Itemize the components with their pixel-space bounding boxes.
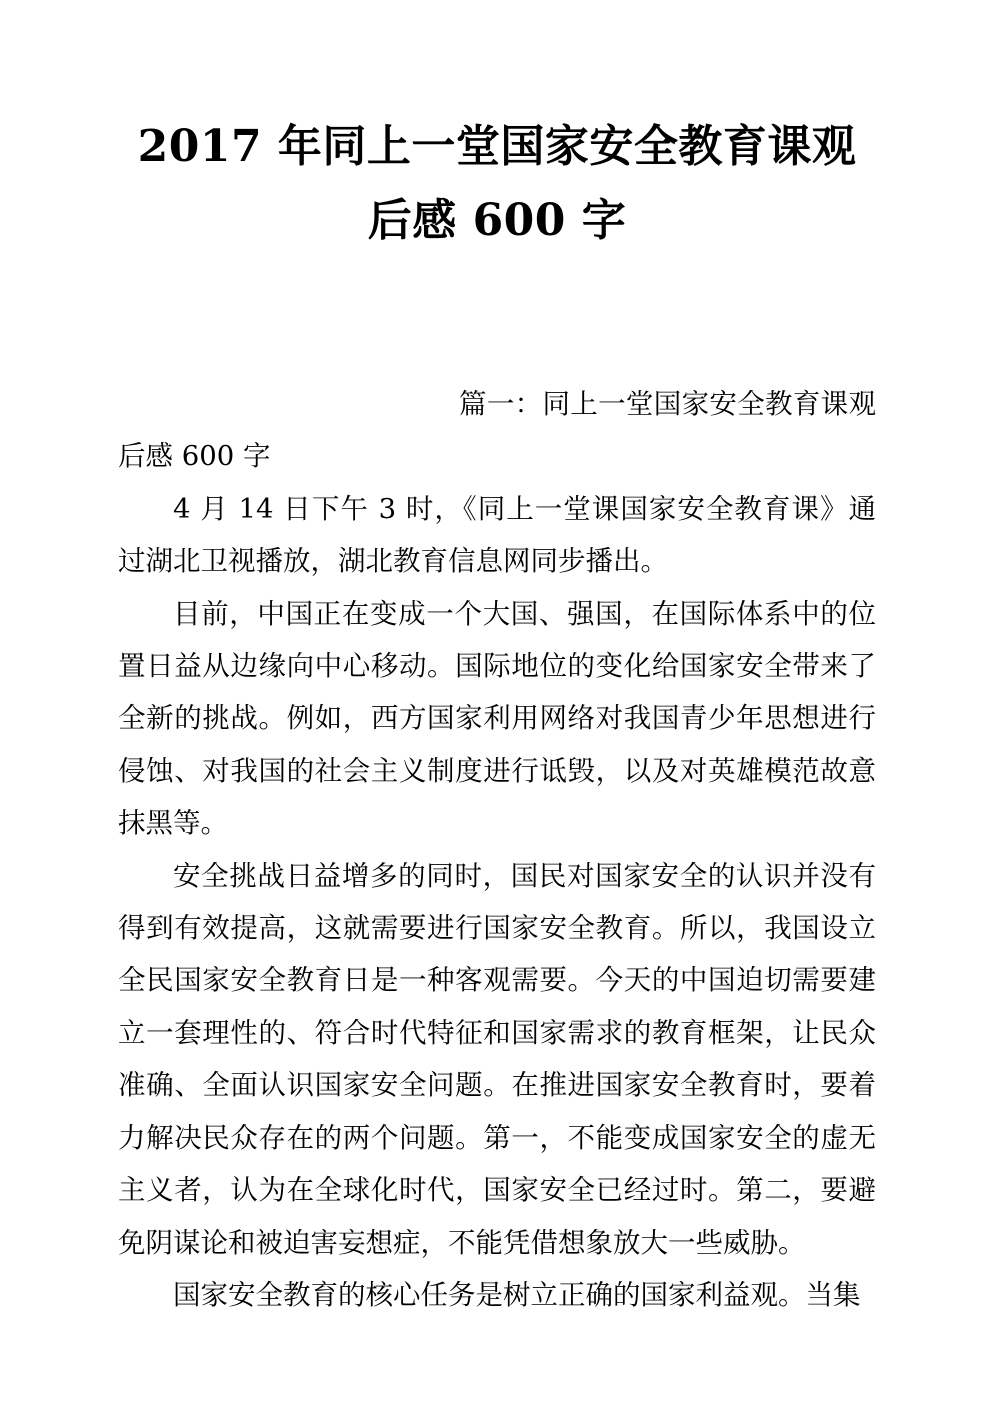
page-title: 2017 年同上一堂国家安全教育课观后感 600 字	[137, 121, 857, 246]
body-paragraph-1: 4 月 14 日下午 3 时，《同上一堂课国家安全教育课》通过湖北卫视播放，湖北教育信息网同步播出。	[118, 492, 876, 578]
body-paragraph-2: 目前，中国正在变成一个大国、强国，在国际体系中的位置日益从边缘向中心移动。国际地位的变化给国家安全带来了全新的挑战。例如，西方国家利用网络对我国青少年思想进行侵蚀、对我国的社会主义制度进行诋毁，以及对英雄模范故意抹黑等。	[118, 597, 876, 840]
body-paragraph-4: 国家安全教育的核心任务是树立正确的国家利益观。当集	[173, 1278, 861, 1311]
title-body-spacer	[118, 258, 876, 378]
document-body	[118, 0, 876, 1321]
body-paragraph-3: 安全挑战日益增多的同时，国民对国家安全的认识并没有得到有效提高，这就需要进行国家安全教育。所以，我国设立全民国家安全教育日是一种客观需要。今天的中国迫切需要建立一套理性的、符合时代特征和国家需求的教育框架，让民众准确、全面认识国家安全问题。在推进国家安全教育时，要着力解决民众存在的两个问题。第一，不能变成国家安全的虚无主义者，认为在全球化时代，国家安全已经过时。第二，要避免阴谋论和被迫害妄想症，不能凭借想象放大一些威胁。	[118, 859, 876, 1259]
section-heading: 篇一：同上一堂国家安全教育课观后感 600 字	[118, 388, 876, 473]
